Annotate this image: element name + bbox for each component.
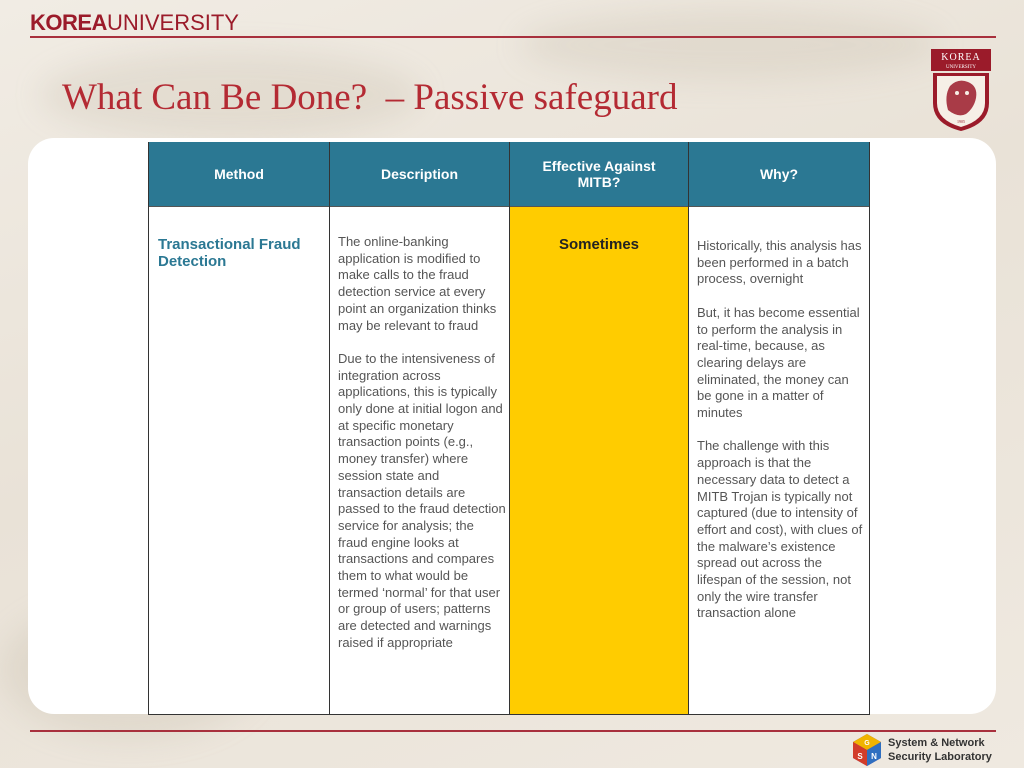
seal-title: KOREA — [941, 52, 981, 63]
column-divider — [688, 142, 689, 714]
top-rule — [30, 36, 996, 38]
seal-subtitle: UNIVERSITY — [946, 65, 976, 70]
lab-logo-icon — [849, 732, 885, 768]
column-divider — [329, 142, 330, 714]
description-cell — [338, 234, 506, 668]
description-paragraph: Due to the intensiveness of integration across applications, this is typically only done at initial logon and at specific monetary transaction points (e.g., money transfer) where session state and transaction details are passed to the fraud detection service for analysis; the fraud engine looks at transactions and compares them to what would be termed ‘normal’ for that user or group of users; patterns are detected and warnings raised if appropriate — [338, 350, 506, 650]
lab-name — [888, 736, 992, 764]
why-paragraph: The challenge with this approach is that the necessary data to detect a MITB Trojan is typically not captured (due to intensity of effort and cost), with clues of the malware’s existence spread out across the lifespan of the session, not only the wire transfer transaction alone — [697, 438, 863, 621]
brand-bold: KOREA — [30, 10, 107, 35]
method-cell: Transactional Fraud Detection — [158, 236, 301, 270]
effective-highlight-cell — [510, 207, 688, 714]
effective-cell: Sometimes — [558, 236, 640, 253]
lab-name-line2: Security Laboratory — [888, 751, 992, 763]
column-header-description: Description — [330, 142, 509, 206]
why-cell — [697, 238, 865, 639]
column-divider — [509, 142, 510, 714]
column-header-method: Method — [149, 142, 329, 206]
column-header-why: Why? — [689, 142, 869, 206]
comparison-table — [148, 142, 870, 715]
university-seal-icon — [930, 48, 992, 132]
lab-name-line1: System & Network — [888, 737, 985, 749]
logo-letter: N — [871, 752, 877, 761]
background-brush — [520, 10, 940, 80]
why-paragraph: Historically, this analysis has been performed in a batch process, overnight — [697, 238, 862, 287]
seal-year: 1905 — [957, 119, 965, 124]
korea-university-logo — [30, 10, 239, 36]
slide-title: What Can Be Done? – Passive safeguard — [62, 77, 678, 118]
logo-letter: G — [864, 740, 870, 747]
description-paragraph: The online-banking application is modified to make calls to the fraud detection service at every point an organization thinks may be relevant to fraud — [338, 234, 497, 333]
why-paragraph: But, it has become essential to perform the analysis in real-time, because, as clearing delays are eliminated, the money can be gone in a matter of minutes — [697, 304, 860, 421]
column-header-effective: Effective Against MITB? — [510, 142, 688, 206]
brand-thin: UNIVERSITY — [106, 10, 239, 35]
logo-letter: S — [857, 752, 863, 761]
